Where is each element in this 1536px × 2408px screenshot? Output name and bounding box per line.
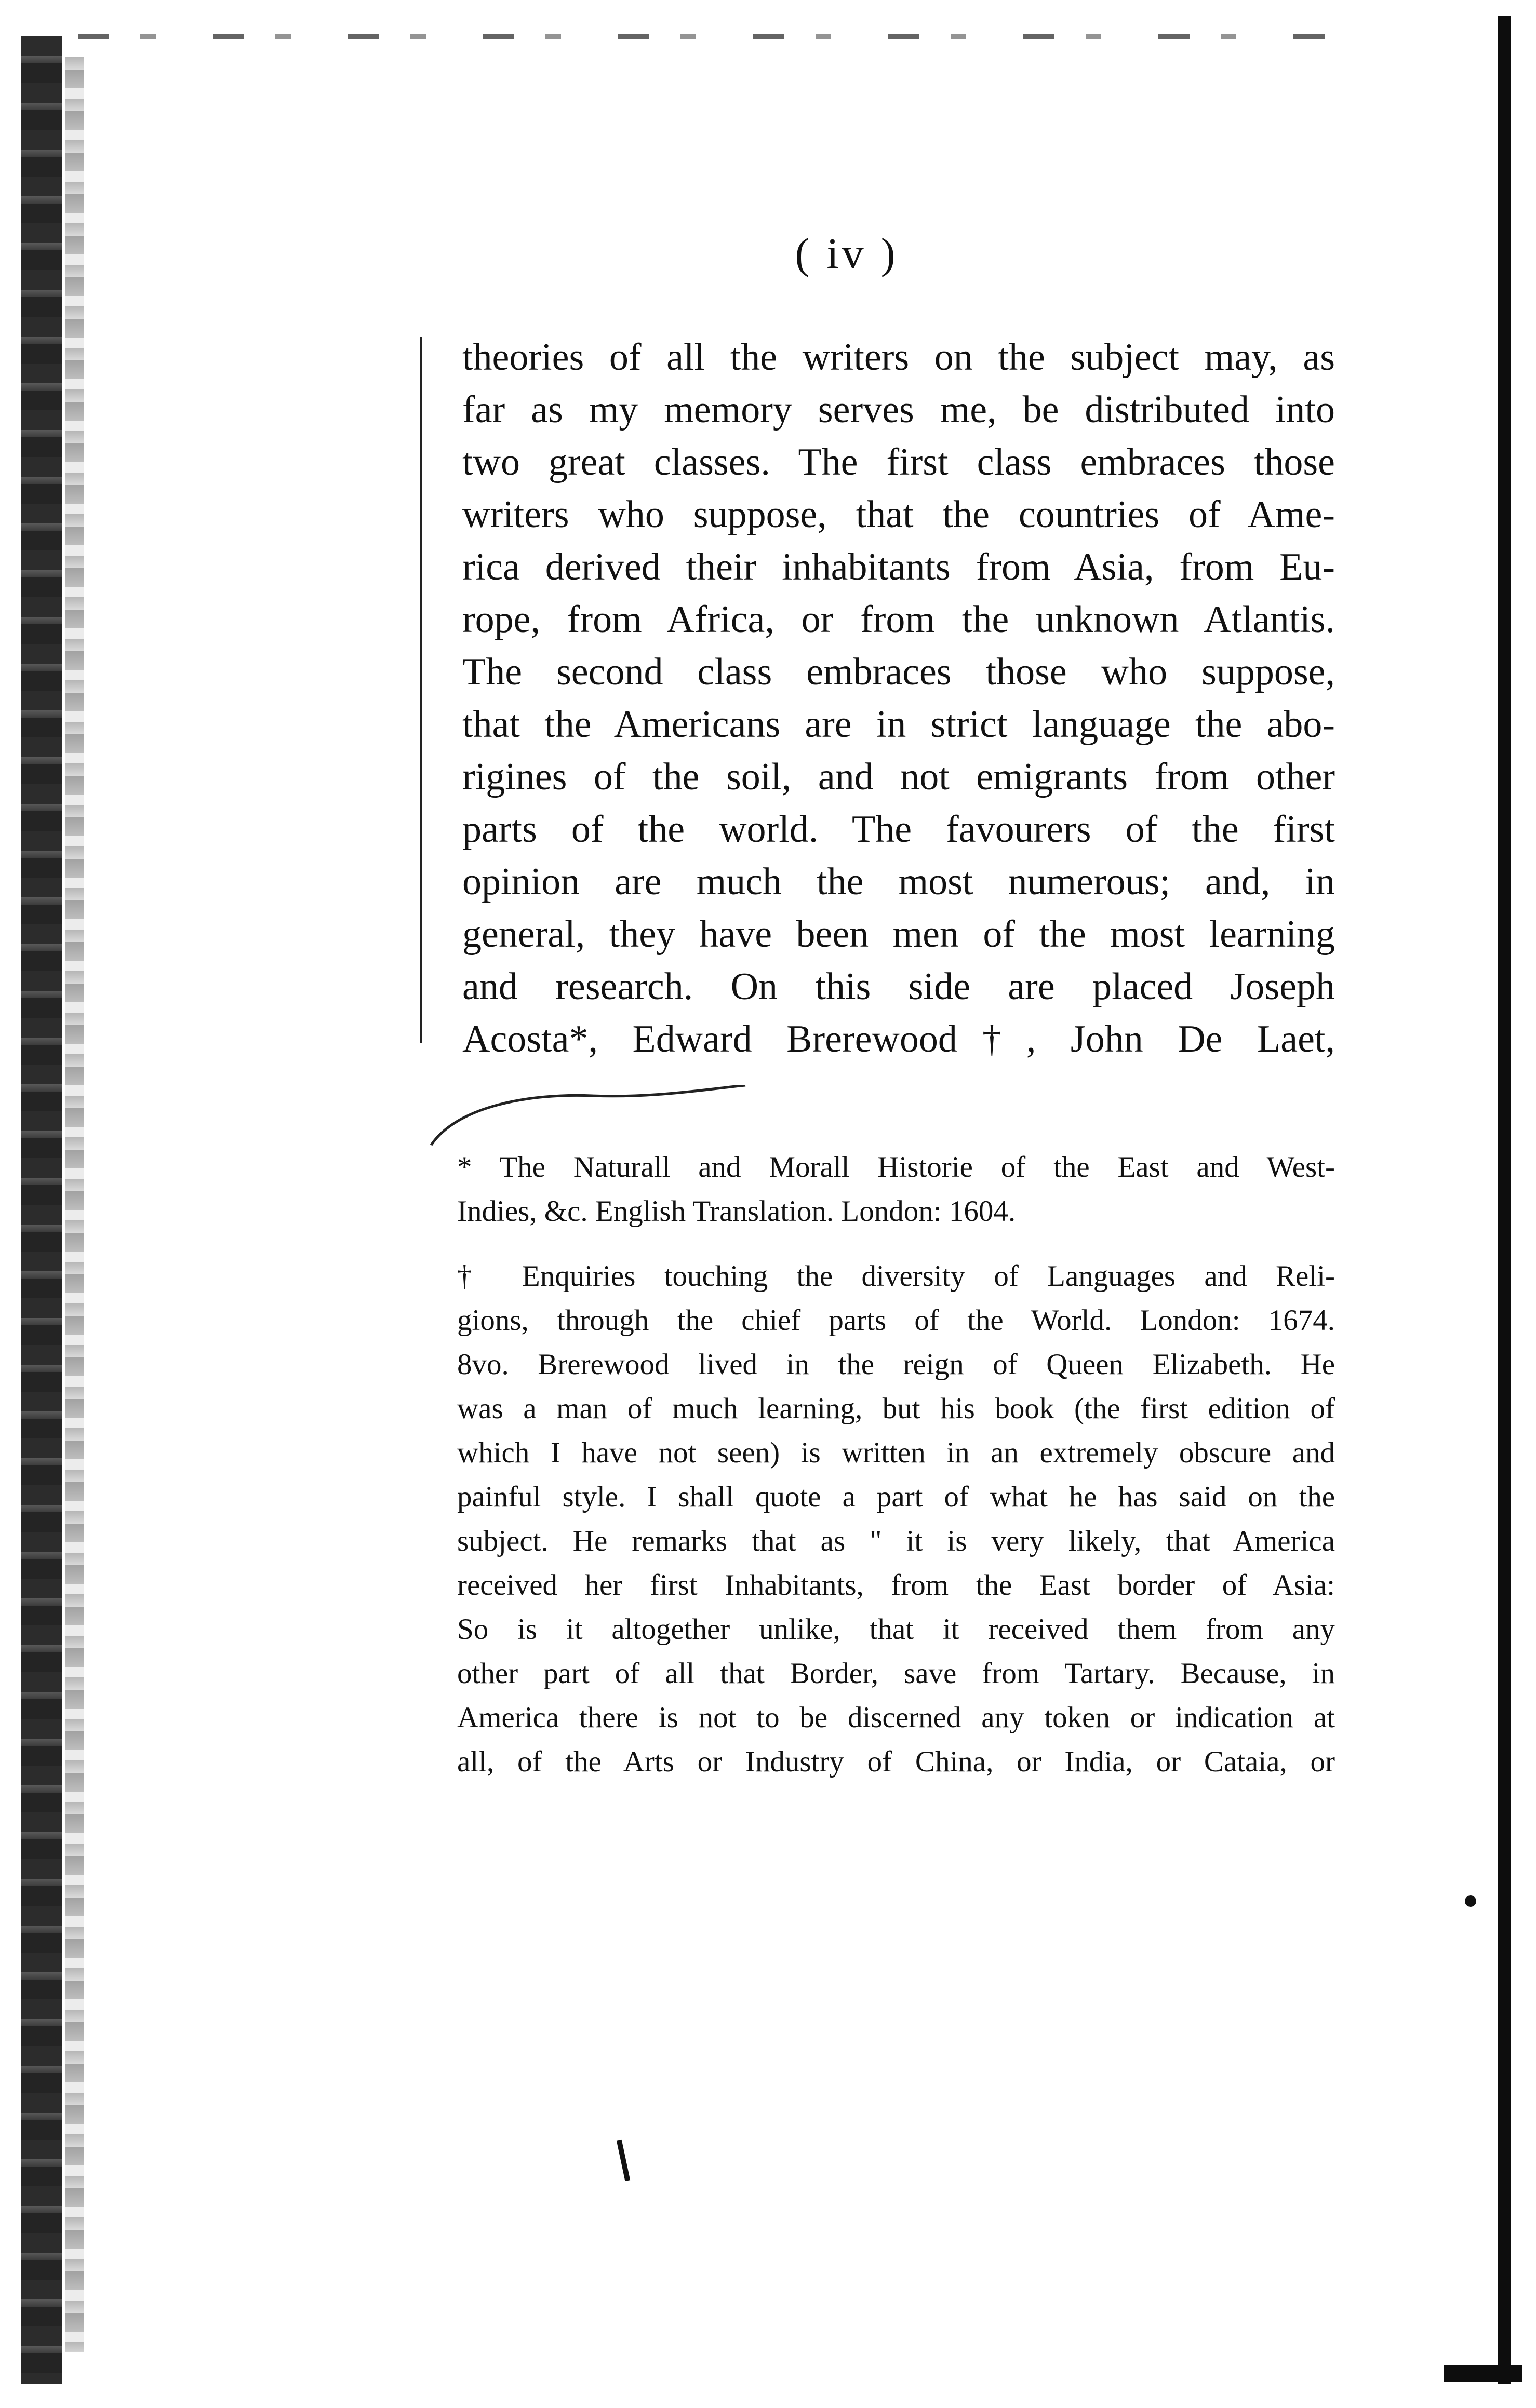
footnote-acosta [457,1145,1335,1233]
body-line: rigines of the soil, and not emigrants from other [462,756,1335,798]
body-line: that the Americans are in strict language the abo- [462,703,1335,746]
body-line: general, they have been men of the most learning [462,913,1335,956]
handwritten-margin-curve [426,1085,748,1148]
right-edge-shadow [1498,16,1511,2384]
footnote-line: painful style. I shall quote a part of what he has said on the [457,1481,1335,1513]
page-number: ( iv ) [795,230,899,278]
bottom-edge-shadow [1444,2365,1522,2382]
body-line: theories of all the writers on the subject may, as [462,336,1335,379]
body-line: rope, from Africa, or from the unknown Atlantis. [462,598,1335,641]
footnote-line: † Enquiries touching the diversity of Languages and Reli- [457,1260,1335,1293]
footnote-line: was a man of much learning, but his book (the first edition of [457,1392,1335,1425]
binding-edge-texture [65,57,84,2352]
footnote-line: Indies, &c. English Translation. London: 1604. [457,1195,1016,1228]
body-line: far as my memory serves me, be distributed into [462,388,1335,431]
footnote-line: all, of the Arts or Industry of China, or India, or Cataia, or [457,1745,1335,1778]
footnotes [457,1145,1335,1805]
main-body-text [462,331,1335,1066]
footnote-line: So is it altogether unlike, that it received them from any [457,1613,1335,1646]
footnote-brerewood [457,1254,1335,1784]
top-edge-artifact [78,34,1345,39]
binding-edge-shadow [21,36,62,2384]
body-line: Acosta*, Edward Brerewood†, John De Laet, [462,1018,1335,1060]
body-line: parts of the world. The favourers of the first [462,808,1335,851]
footnote-line: subject. He remarks that as " it is very likely, that America [457,1525,1335,1557]
footnote-line: received her first Inhabitants, from the East border of Asia: [457,1569,1335,1602]
ink-spot [1465,1895,1476,1907]
ink-stroke [617,2140,630,2181]
footnote-line: gions, through the chief parts of the World. London: 1674. [457,1304,1335,1337]
footnote-line: 8vo. Brerewood lived in the reign of Queen Elizabeth. He [457,1348,1335,1381]
margin-bracket-mark [420,337,430,1043]
body-line: writers who suppose, that the countries of Ame- [462,493,1335,536]
body-line: The second class embraces those who suppose, [462,651,1335,693]
footnote-line: other part of all that Border, save from Tartary. Because, in [457,1657,1335,1690]
body-line: and research. On this side are placed Joseph [462,965,1335,1008]
body-line: two great classes. The first class embraces those [462,441,1335,483]
footnote-line: America there is not to be discerned any token or indication at [457,1701,1335,1734]
footnote-line: which I have not seen) is written in an extremely obscure and [457,1436,1335,1469]
footnote-line: * The Naturall and Morall Historie of the East and West- [457,1151,1335,1183]
body-line: opinion are much the most numerous; and, in [462,860,1335,903]
body-line: rica derived their inhabitants from Asia, from Eu- [462,546,1335,588]
